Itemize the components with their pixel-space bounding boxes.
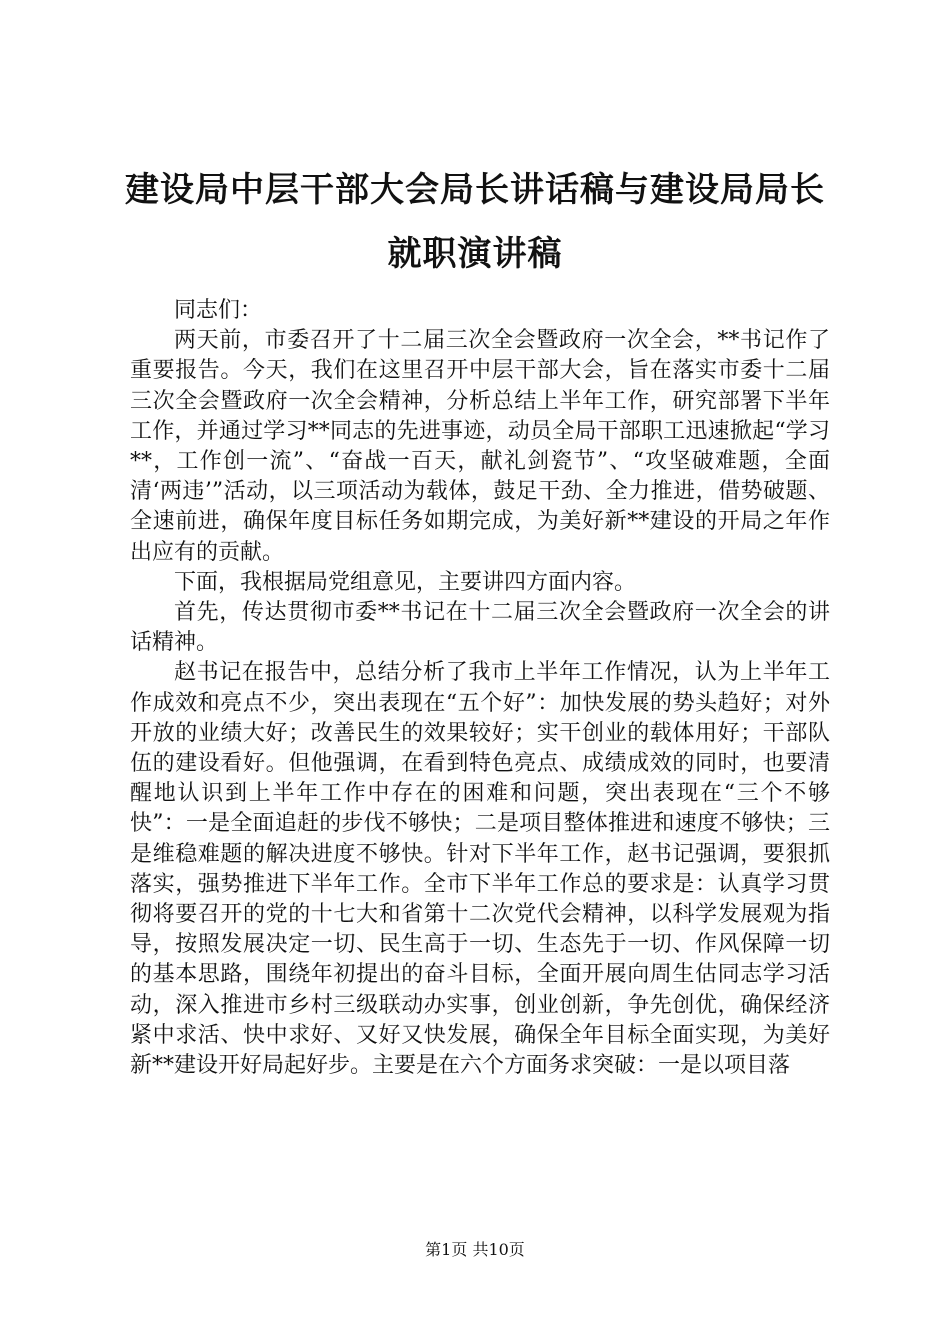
- body-paragraph: 首先，传达贯彻市委**书记在十二届三次全会暨政府一次全会的讲话精神。: [130, 600, 830, 656]
- body-paragraph: 赵书记在报告中，总结分析了我市上半年工作情况，认为上半年工作成效和亮点不少，突出表现在“五个好”：加快发展的势头趋好；对外开放的业绩大好；改善民生的效果较好；实干创业的载体用好；干部队伍的建设看好。但他强调，在看到特色亮点、成绩成效的同时，也要清醒地认识到上半年工作中存在的困难和问题，突出表现在“三个不够快”：一是全面追赶的步伐不够快；二是项目整体推进和速度不够快；三是维稳难题的解决进度不够快。针对下半年工作，赵书记强调，要狠抓落实，强势推进下半年工作。全市下半年工作总的要求是：认真学习贯彻将要召开的党的十七大和省第十二次党代会精神，以科学发展观为指导，按照发展决定一切、民生高于一切、生态先于一切、作风保障一切的基本思路，围绕年初提出的奋斗目标，全面开展向周生估同志学习活动，深入推进市乡村三级联动办实事，创业创新，争先创优，确保经济紧中求活、快中求好、又好又快发展，确保全年目标全面实现，为美好新**建设开好局起好步。主要是在六个方面务求突破：一是以项目落: [130, 660, 830, 1079]
- document-title: [120, 158, 830, 286]
- document-body: [130, 296, 830, 1081]
- salutation-paragraph: 同志们：: [174, 298, 263, 323]
- page-number-footer: 第1页 共10页: [425, 1240, 525, 1259]
- title-line-2: 就职演讲稿: [387, 234, 563, 274]
- body-paragraph: 下面，我根据局党组意见，主要讲四方面内容。: [174, 569, 637, 595]
- title-line-1: 建设局中层干部大会局长讲话稿与建设局局长: [125, 170, 825, 210]
- body-paragraph: 两天前，市委召开了十二届三次全会暨政府一次全会，**书记作了重要报告。今天，我们在这里召开中层干部大会，旨在落实市委十二届三次全会暨政府一次全会精神，分析总结上半年工作，研究部署下半年工作，并通过学习**同志的先进事迹，动员全局干部职工迅速掀起“学习**，工作创一流”、“奋战一百天，献礼剑瓷节”、“攻坚破难题，全面清‘两违’”活动，以三项活动为载体，鼓足干劲、全力推进，借势破题、全速前进，确保年度目标任务如期完成，为美好新**建设的开局之年作出应有的贡献。: [130, 328, 830, 565]
